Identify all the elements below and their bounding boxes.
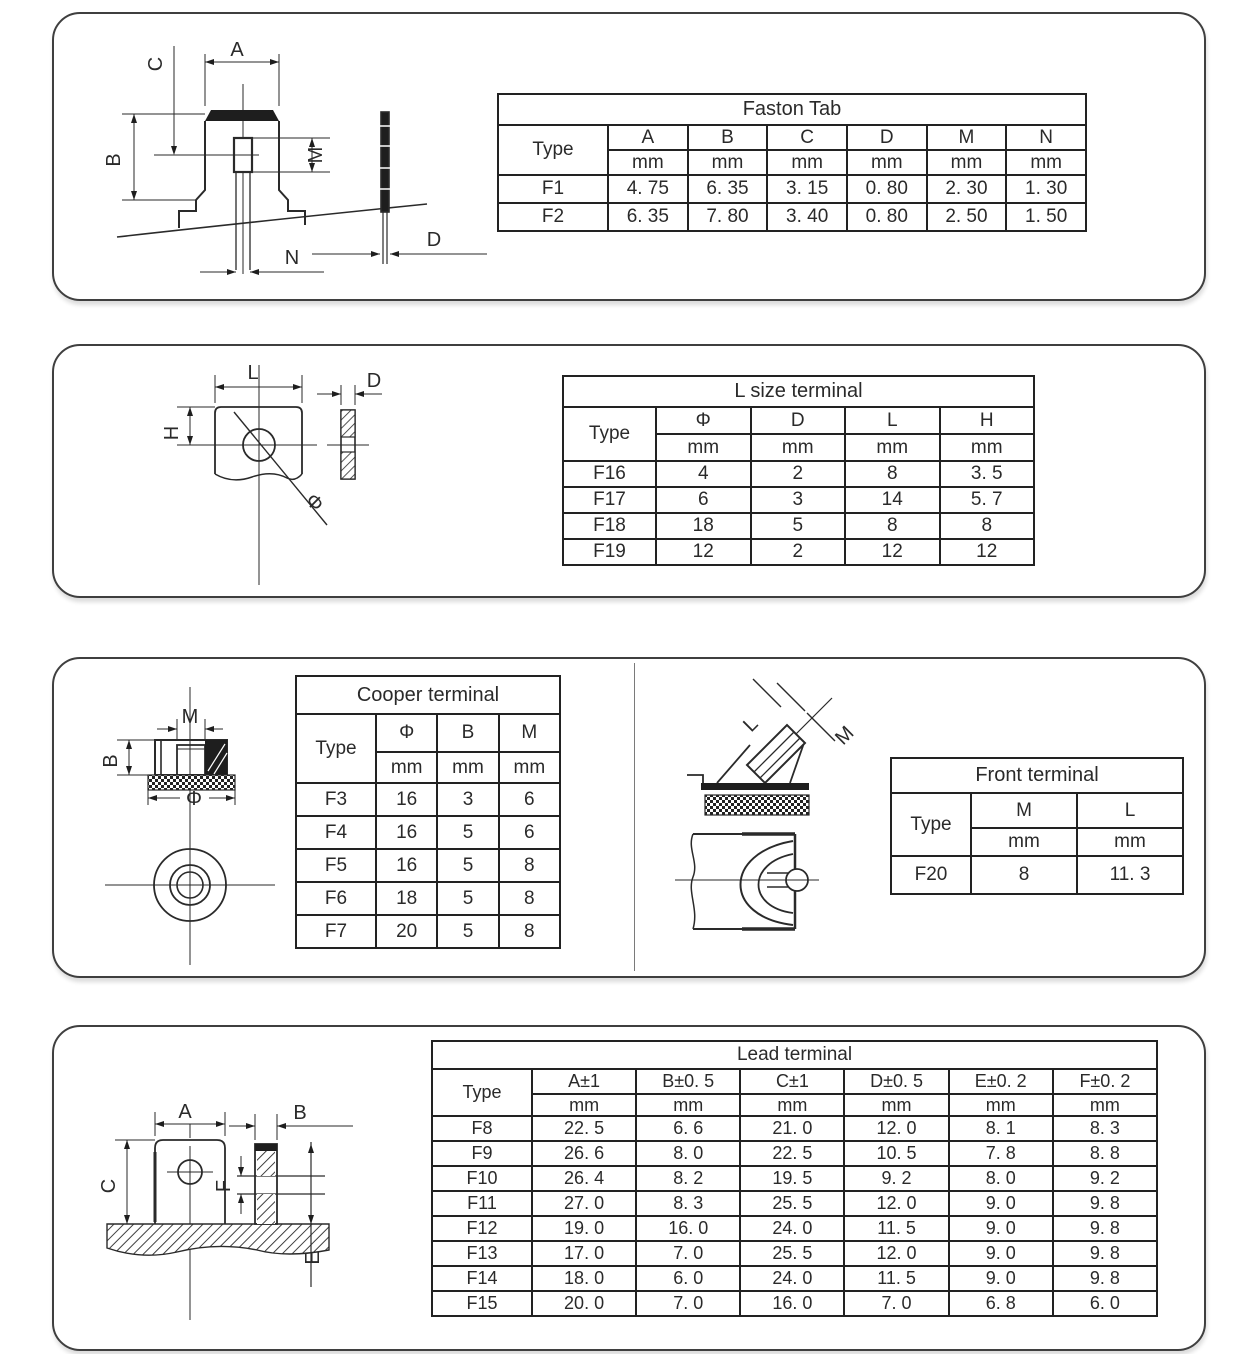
dim-label-m: M [181, 706, 199, 728]
column-header-cell: E±0. 2 [949, 1069, 1053, 1094]
value-cell: 9. 2 [1053, 1166, 1157, 1191]
value-cell: 5 [751, 513, 846, 539]
table-title-row [498, 94, 1086, 125]
column-header-cell: M [927, 125, 1007, 150]
unit-cell: mm [845, 434, 940, 461]
value-cell: 22. 5 [532, 1116, 636, 1141]
table-data-row [432, 1241, 1157, 1266]
value-cell: 2. 50 [927, 203, 1007, 231]
lead-terminal-drawing [97, 1082, 427, 1342]
value-cell: 6. 8 [949, 1291, 1053, 1316]
column-header-cell: H [940, 407, 1035, 434]
column-header-cell: A±1 [532, 1069, 636, 1094]
value-cell: 19. 5 [740, 1166, 844, 1191]
type-cell: F5 [296, 849, 376, 882]
value-cell: 21. 0 [740, 1116, 844, 1141]
type-cell: F12 [432, 1216, 532, 1241]
value-cell: 5. 7 [940, 487, 1035, 513]
column-header-cell: M [499, 714, 560, 752]
value-cell: 6. 6 [636, 1116, 740, 1141]
table-header-row [891, 793, 1183, 828]
value-cell: 11. 3 [1077, 856, 1183, 894]
table-title: Faston Tab [498, 94, 1086, 125]
value-cell: 6 [499, 783, 560, 816]
value-cell: 11. 5 [844, 1216, 948, 1241]
value-cell: 20 [376, 915, 437, 948]
type-cell: F3 [296, 783, 376, 816]
table-data-row [563, 461, 1034, 487]
value-cell: 9. 0 [949, 1191, 1053, 1216]
dim-label-f: F [213, 1179, 235, 1193]
value-cell: 24. 0 [740, 1266, 844, 1291]
unit-cell: mm [532, 1094, 636, 1116]
value-cell: 12. 0 [844, 1241, 948, 1266]
cooper-terminal-table [295, 675, 561, 949]
value-cell: 12 [845, 539, 940, 565]
column-header-cell: B [437, 714, 498, 752]
table-unit-row [432, 1094, 1157, 1116]
table-data-row [296, 882, 560, 915]
value-cell: 8. 3 [636, 1191, 740, 1216]
value-cell: 6 [656, 487, 751, 513]
value-cell: 7. 0 [844, 1291, 948, 1316]
column-header-cell: L [845, 407, 940, 434]
column-header-cell: D±0. 5 [844, 1069, 948, 1094]
dim-label-d: D [426, 229, 442, 251]
lead-terminal-table [431, 1040, 1158, 1317]
column-header-cell: N [1006, 125, 1086, 150]
table-data-row [563, 487, 1034, 513]
value-cell: 8. 0 [949, 1166, 1053, 1191]
value-cell: 18 [656, 513, 751, 539]
value-cell: 8 [845, 461, 940, 487]
table-header-row [498, 125, 1086, 150]
column-header-cell: A [608, 125, 688, 150]
unit-cell: mm [767, 150, 847, 175]
value-cell: 7. 0 [636, 1291, 740, 1316]
type-cell: F17 [563, 487, 656, 513]
table-data-row [498, 203, 1086, 231]
table-data-row [891, 856, 1183, 894]
type-cell: F19 [563, 539, 656, 565]
dim-label-l: L [739, 713, 763, 737]
value-cell: 6 [499, 816, 560, 849]
value-cell: 17. 0 [532, 1241, 636, 1266]
table-data-row [432, 1141, 1157, 1166]
value-cell: 8. 8 [1053, 1141, 1157, 1166]
type-cell: F10 [432, 1166, 532, 1191]
type-cell: F18 [563, 513, 656, 539]
table-data-row [432, 1116, 1157, 1141]
dim-label-h: H [161, 425, 183, 441]
unit-cell: mm [688, 150, 768, 175]
unit-cell: mm [376, 752, 437, 783]
value-cell: 4. 75 [608, 175, 688, 203]
value-cell: 8 [499, 849, 560, 882]
column-header-cell: M [971, 793, 1077, 828]
faston-tab-drawing [72, 24, 492, 294]
value-cell: 6. 0 [1053, 1291, 1157, 1316]
value-cell: 18. 0 [532, 1266, 636, 1291]
dim-label-e: E [302, 1251, 324, 1265]
value-cell: 5 [437, 882, 498, 915]
value-cell: 9. 8 [1053, 1216, 1157, 1241]
value-cell: 2 [751, 461, 846, 487]
dim-label-phi: Φ [300, 489, 328, 517]
unit-cell: mm [971, 828, 1077, 856]
dim-label-l: L [247, 362, 259, 384]
unit-cell: mm [636, 1094, 740, 1116]
value-cell: 0. 80 [847, 203, 927, 231]
value-cell: 16. 0 [740, 1291, 844, 1316]
value-cell: 8 [499, 882, 560, 915]
column-header-cell: Φ [376, 714, 437, 752]
value-cell: 5 [437, 816, 498, 849]
value-cell: 3 [751, 487, 846, 513]
faston-tab-table [497, 93, 1087, 232]
type-cell: F2 [498, 203, 608, 231]
unit-cell: mm [740, 1094, 844, 1116]
table-data-row [498, 175, 1086, 203]
panel-lead-terminal [52, 1025, 1206, 1351]
value-cell: 9. 2 [844, 1166, 948, 1191]
unit-cell: mm [1006, 150, 1086, 175]
dim-label-b: B [103, 153, 125, 167]
value-cell: 4 [656, 461, 751, 487]
unit-cell: mm [847, 150, 927, 175]
dim-label-d: D [366, 370, 382, 392]
table-data-row [296, 816, 560, 849]
table-data-row [432, 1266, 1157, 1291]
type-cell: F9 [432, 1141, 532, 1166]
type-header-cell: Type [432, 1069, 532, 1116]
type-cell: F13 [432, 1241, 532, 1266]
value-cell: 5 [437, 849, 498, 882]
unit-cell: mm [949, 1094, 1053, 1116]
front-terminal-table [890, 757, 1184, 895]
dim-label-c: C [98, 1178, 120, 1194]
unit-cell: mm [940, 434, 1035, 461]
dim-label-a: A [230, 39, 244, 61]
type-header-cell: Type [498, 125, 608, 175]
unit-cell: mm [608, 150, 688, 175]
value-cell: 3. 40 [767, 203, 847, 231]
value-cell: 22. 5 [740, 1141, 844, 1166]
value-cell: 8 [499, 915, 560, 948]
panel-l-size-terminal [52, 344, 1206, 598]
dim-label-b: B [293, 1102, 307, 1124]
value-cell: 10. 5 [844, 1141, 948, 1166]
type-header-cell: Type [296, 714, 376, 783]
value-cell: 18 [376, 882, 437, 915]
type-cell: F4 [296, 816, 376, 849]
panel-cooper-front-terminal [52, 657, 1206, 978]
type-header-cell: Type [563, 407, 656, 461]
table-data-row [296, 915, 560, 948]
type-cell: F6 [296, 882, 376, 915]
dim-label-m: M [305, 146, 327, 164]
unit-cell: mm [927, 150, 1007, 175]
value-cell: 7. 80 [688, 203, 768, 231]
l-size-terminal-table [562, 375, 1035, 566]
type-cell: F16 [563, 461, 656, 487]
value-cell: 1. 50 [1006, 203, 1086, 231]
column-header-cell: F±0. 2 [1053, 1069, 1157, 1094]
column-header-cell: B [688, 125, 768, 150]
column-header-cell: D [751, 407, 846, 434]
type-cell: F11 [432, 1191, 532, 1216]
type-cell: F15 [432, 1291, 532, 1316]
type-cell: F1 [498, 175, 608, 203]
value-cell: 12 [656, 539, 751, 565]
value-cell: 8. 2 [636, 1166, 740, 1191]
unit-cell: mm [1077, 828, 1183, 856]
value-cell: 6. 35 [608, 203, 688, 231]
table-data-row [296, 783, 560, 816]
value-cell: 14 [845, 487, 940, 513]
table-title-row [891, 758, 1183, 793]
column-header-cell: C±1 [740, 1069, 844, 1094]
value-cell: 9. 0 [949, 1216, 1053, 1241]
value-cell: 2 [751, 539, 846, 565]
table-data-row [432, 1291, 1157, 1316]
value-cell: 3 [437, 783, 498, 816]
table-header-row [563, 407, 1034, 434]
value-cell: 12. 0 [844, 1191, 948, 1216]
front-terminal-drawing [647, 677, 897, 967]
value-cell: 16 [376, 849, 437, 882]
table-title: Front terminal [891, 758, 1183, 793]
l-size-terminal-drawing [132, 357, 452, 592]
cooper-terminal-drawing [77, 677, 292, 972]
table-data-row [563, 539, 1034, 565]
value-cell: 26. 6 [532, 1141, 636, 1166]
value-cell: 8 [971, 856, 1077, 894]
column-header-cell: D [847, 125, 927, 150]
dim-label-n: N [284, 247, 300, 269]
table-title: Lead terminal [432, 1041, 1157, 1069]
value-cell: 24. 0 [740, 1216, 844, 1241]
type-cell: F20 [891, 856, 971, 894]
value-cell: 8 [845, 513, 940, 539]
value-cell: 25. 5 [740, 1191, 844, 1216]
value-cell: 9. 8 [1053, 1241, 1157, 1266]
value-cell: 1. 30 [1006, 175, 1086, 203]
column-header-cell: C [767, 125, 847, 150]
column-header-cell: Φ [656, 407, 751, 434]
type-header-cell: Type [891, 793, 971, 856]
unit-cell: mm [437, 752, 498, 783]
table-data-row [296, 849, 560, 882]
table-data-row [432, 1166, 1157, 1191]
value-cell: 7. 0 [636, 1241, 740, 1266]
value-cell: 12 [940, 539, 1035, 565]
dim-label-b: B [100, 754, 122, 768]
value-cell: 16 [376, 783, 437, 816]
value-cell: 16 [376, 816, 437, 849]
type-cell: F8 [432, 1116, 532, 1141]
table-title-row [432, 1041, 1157, 1069]
dim-label-m: M [831, 722, 859, 750]
dim-label-phi: Φ [186, 788, 202, 810]
value-cell: 9. 8 [1053, 1266, 1157, 1291]
unit-cell: mm [751, 434, 846, 461]
value-cell: 0. 80 [847, 175, 927, 203]
value-cell: 11. 5 [844, 1266, 948, 1291]
table-title-row [563, 376, 1034, 407]
value-cell: 12. 0 [844, 1116, 948, 1141]
table-header-row [296, 714, 560, 752]
value-cell: 6. 35 [688, 175, 768, 203]
value-cell: 16. 0 [636, 1216, 740, 1241]
value-cell: 8. 0 [636, 1141, 740, 1166]
column-header-cell: B±0. 5 [636, 1069, 740, 1094]
table-title-row [296, 676, 560, 714]
table-title: L size terminal [563, 376, 1034, 407]
value-cell: 9. 8 [1053, 1191, 1157, 1216]
table-title: Cooper terminal [296, 676, 560, 714]
unit-cell: mm [1053, 1094, 1157, 1116]
table-data-row [432, 1216, 1157, 1241]
value-cell: 8. 1 [949, 1116, 1053, 1141]
value-cell: 7. 8 [949, 1141, 1053, 1166]
table-data-row [563, 513, 1034, 539]
panel-faston-tab [52, 12, 1206, 301]
unit-cell: mm [499, 752, 560, 783]
value-cell: 27. 0 [532, 1191, 636, 1216]
unit-cell: mm [656, 434, 751, 461]
value-cell: 8. 3 [1053, 1116, 1157, 1141]
value-cell: 9. 0 [949, 1241, 1053, 1266]
type-cell: F14 [432, 1266, 532, 1291]
value-cell: 3. 5 [940, 461, 1035, 487]
unit-cell: mm [844, 1094, 948, 1116]
dim-label-a: A [178, 1101, 192, 1123]
table-header-row [432, 1069, 1157, 1094]
value-cell: 19. 0 [532, 1216, 636, 1241]
value-cell: 9. 0 [949, 1266, 1053, 1291]
value-cell: 8 [940, 513, 1035, 539]
type-cell: F7 [296, 915, 376, 948]
value-cell: 25. 5 [740, 1241, 844, 1266]
value-cell: 2. 30 [927, 175, 1007, 203]
dim-label-c: C [145, 56, 167, 72]
value-cell: 3. 15 [767, 175, 847, 203]
value-cell: 20. 0 [532, 1291, 636, 1316]
value-cell: 6. 0 [636, 1266, 740, 1291]
column-header-cell: L [1077, 793, 1183, 828]
value-cell: 5 [437, 915, 498, 948]
panel-divider-line [634, 663, 635, 971]
value-cell: 26. 4 [532, 1166, 636, 1191]
table-data-row [432, 1191, 1157, 1216]
